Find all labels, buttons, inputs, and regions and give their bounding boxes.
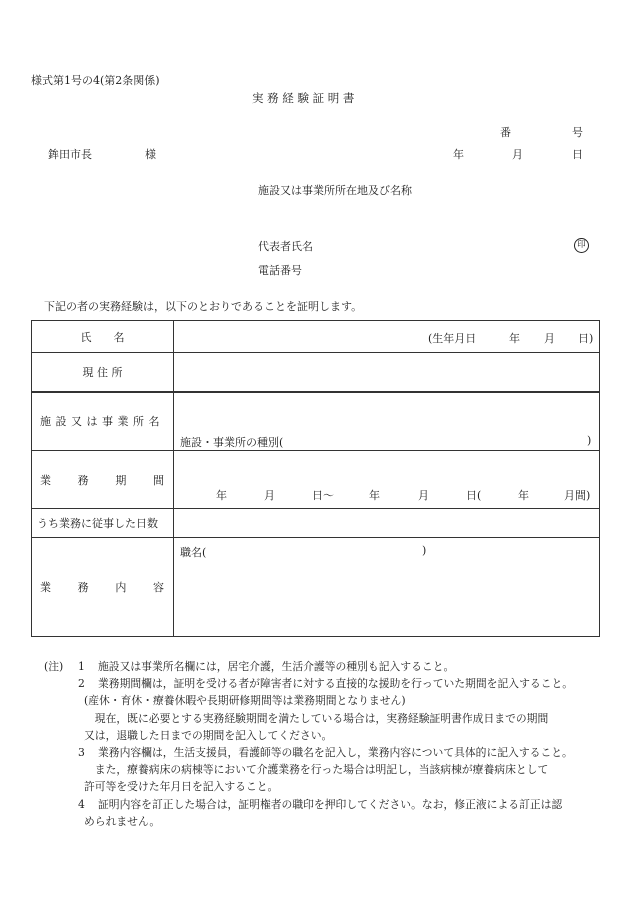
period-total-year: 年 — [518, 488, 529, 502]
days-field[interactable] — [174, 509, 600, 538]
addressee: 鉾田市長 — [48, 148, 92, 161]
note-1 — [44, 658, 614, 675]
facility-field[interactable] — [174, 392, 600, 451]
name-field[interactable] — [174, 321, 600, 353]
note-number: 4 — [78, 797, 85, 811]
address-field[interactable] — [174, 353, 600, 392]
facility-label: 施設又は事業所名 — [40, 415, 164, 429]
form-number: 様式第1号の4(第2条関係) — [31, 74, 160, 87]
note-3-line-3 — [44, 778, 614, 795]
phone-label: 電話番号 — [258, 264, 302, 277]
note-text: 業務内容欄は，生活支援員，看護師等の職名を記入し，業務内容について具体的に記入すること。 — [98, 746, 573, 760]
duty-label-char-3: 内 — [115, 581, 127, 594]
job-title-label: 職名( — [180, 546, 207, 559]
notes-section — [44, 658, 614, 830]
period-start-day: 日～ — [312, 488, 334, 502]
note-text: められません。 — [84, 814, 161, 828]
period-total-months: 月間) — [564, 488, 591, 502]
document-title: 実 務 経 験 証 明 書 — [252, 91, 355, 105]
note-2 — [44, 675, 614, 692]
date-month: 月 — [512, 148, 523, 161]
facility-type-close: ) — [587, 434, 592, 448]
period-label-char-2: 務 — [77, 473, 89, 487]
period-end-year: 年 — [369, 488, 380, 502]
date-day: 日 — [572, 148, 583, 161]
intro-text: 下記の者の実務経験は，以下のとおりであることを証明します。 — [44, 300, 363, 313]
note-text: 業務期間欄は，証明を受ける者が障害者に対する直接的な援助を行っていた期間を記入すること。 — [98, 677, 574, 691]
experience-table — [31, 320, 600, 637]
period-field[interactable] — [174, 451, 600, 509]
days-label: うち業務に従事した日数 — [37, 517, 158, 530]
period-label-char-3: 期 — [115, 473, 127, 487]
representative-label: 代表者氏名 — [258, 240, 313, 253]
job-title-close: ) — [422, 544, 427, 557]
duty-label-char-2: 務 — [77, 581, 89, 594]
birth-month: 月 — [544, 331, 555, 345]
period-label-char-1: 業 — [40, 473, 51, 487]
note-3-line-2 — [44, 761, 614, 778]
note-4-line-2 — [44, 813, 614, 830]
address-label: 現 住 所 — [82, 365, 123, 379]
period-label-cell — [32, 451, 174, 509]
duty-label-cell — [32, 538, 174, 637]
period-start-year: 年 — [216, 488, 227, 502]
number-suffix: 号 — [572, 126, 583, 139]
note-text: 許可等を受けた年月日を記入すること。 — [84, 780, 279, 794]
note-2-line-3 — [44, 710, 614, 727]
seal-icon: 印 — [574, 238, 589, 253]
note-3 — [44, 744, 614, 761]
birth-day: 日) — [578, 331, 594, 345]
period-end-day: 日( — [466, 488, 482, 502]
note-text: (産休・育休・療養休暇や長期研修期間等は業務期間となりません) — [84, 694, 406, 708]
note-4 — [44, 796, 614, 813]
name-label-cell — [32, 321, 174, 353]
facility-address-label: 施設又は事業所所在地及び名称 — [258, 184, 412, 197]
address-label-cell — [32, 353, 174, 392]
facility-label-cell — [32, 392, 174, 451]
note-text: 施設又は事業所名欄には，居宅介護，生活介護等の種別も記入すること。 — [98, 660, 455, 673]
date-year: 年 — [453, 148, 464, 161]
note-text: 証明内容を訂正した場合は，証明権者の職印を押印してください。なお，修正液による訂正は認 — [98, 797, 563, 811]
period-start-month: 月 — [264, 488, 275, 502]
duty-field[interactable] — [174, 538, 600, 637]
birth-label: (生年月日 — [428, 331, 477, 345]
note-text: また，療養病床の病棟等において介護業務を行った場合は明記し，当該病棟が療養病床として — [84, 763, 549, 777]
note-number: 1 — [78, 660, 85, 673]
note-text: 現在，既に必要とする実務経験期間を満たしている場合は，実務経験証明書作成日までの期間 — [84, 711, 549, 725]
addressee-suffix: 様 — [145, 148, 156, 161]
seal-mark — [574, 237, 589, 253]
note-2-line-2 — [44, 692, 614, 709]
facility-type-label: 施設・事業所の種別( — [180, 436, 284, 450]
birth-year: 年 — [509, 331, 520, 345]
note-text: 又は，退職した日までの期間を記入してください。 — [84, 728, 333, 742]
note-number: 3 — [78, 746, 85, 760]
duty-label-char-4: 容 — [152, 581, 164, 594]
note-2-line-4 — [44, 727, 614, 744]
name-label: 氏 名 — [80, 330, 125, 344]
period-label-char-4: 間 — [152, 473, 164, 487]
days-label-cell — [32, 509, 174, 538]
duty-label-char-1: 業 — [40, 581, 51, 594]
period-end-month: 月 — [418, 488, 429, 502]
note-number: 2 — [78, 677, 85, 691]
number-label: 番 — [500, 126, 511, 139]
notes-marker: (注) — [44, 660, 64, 673]
